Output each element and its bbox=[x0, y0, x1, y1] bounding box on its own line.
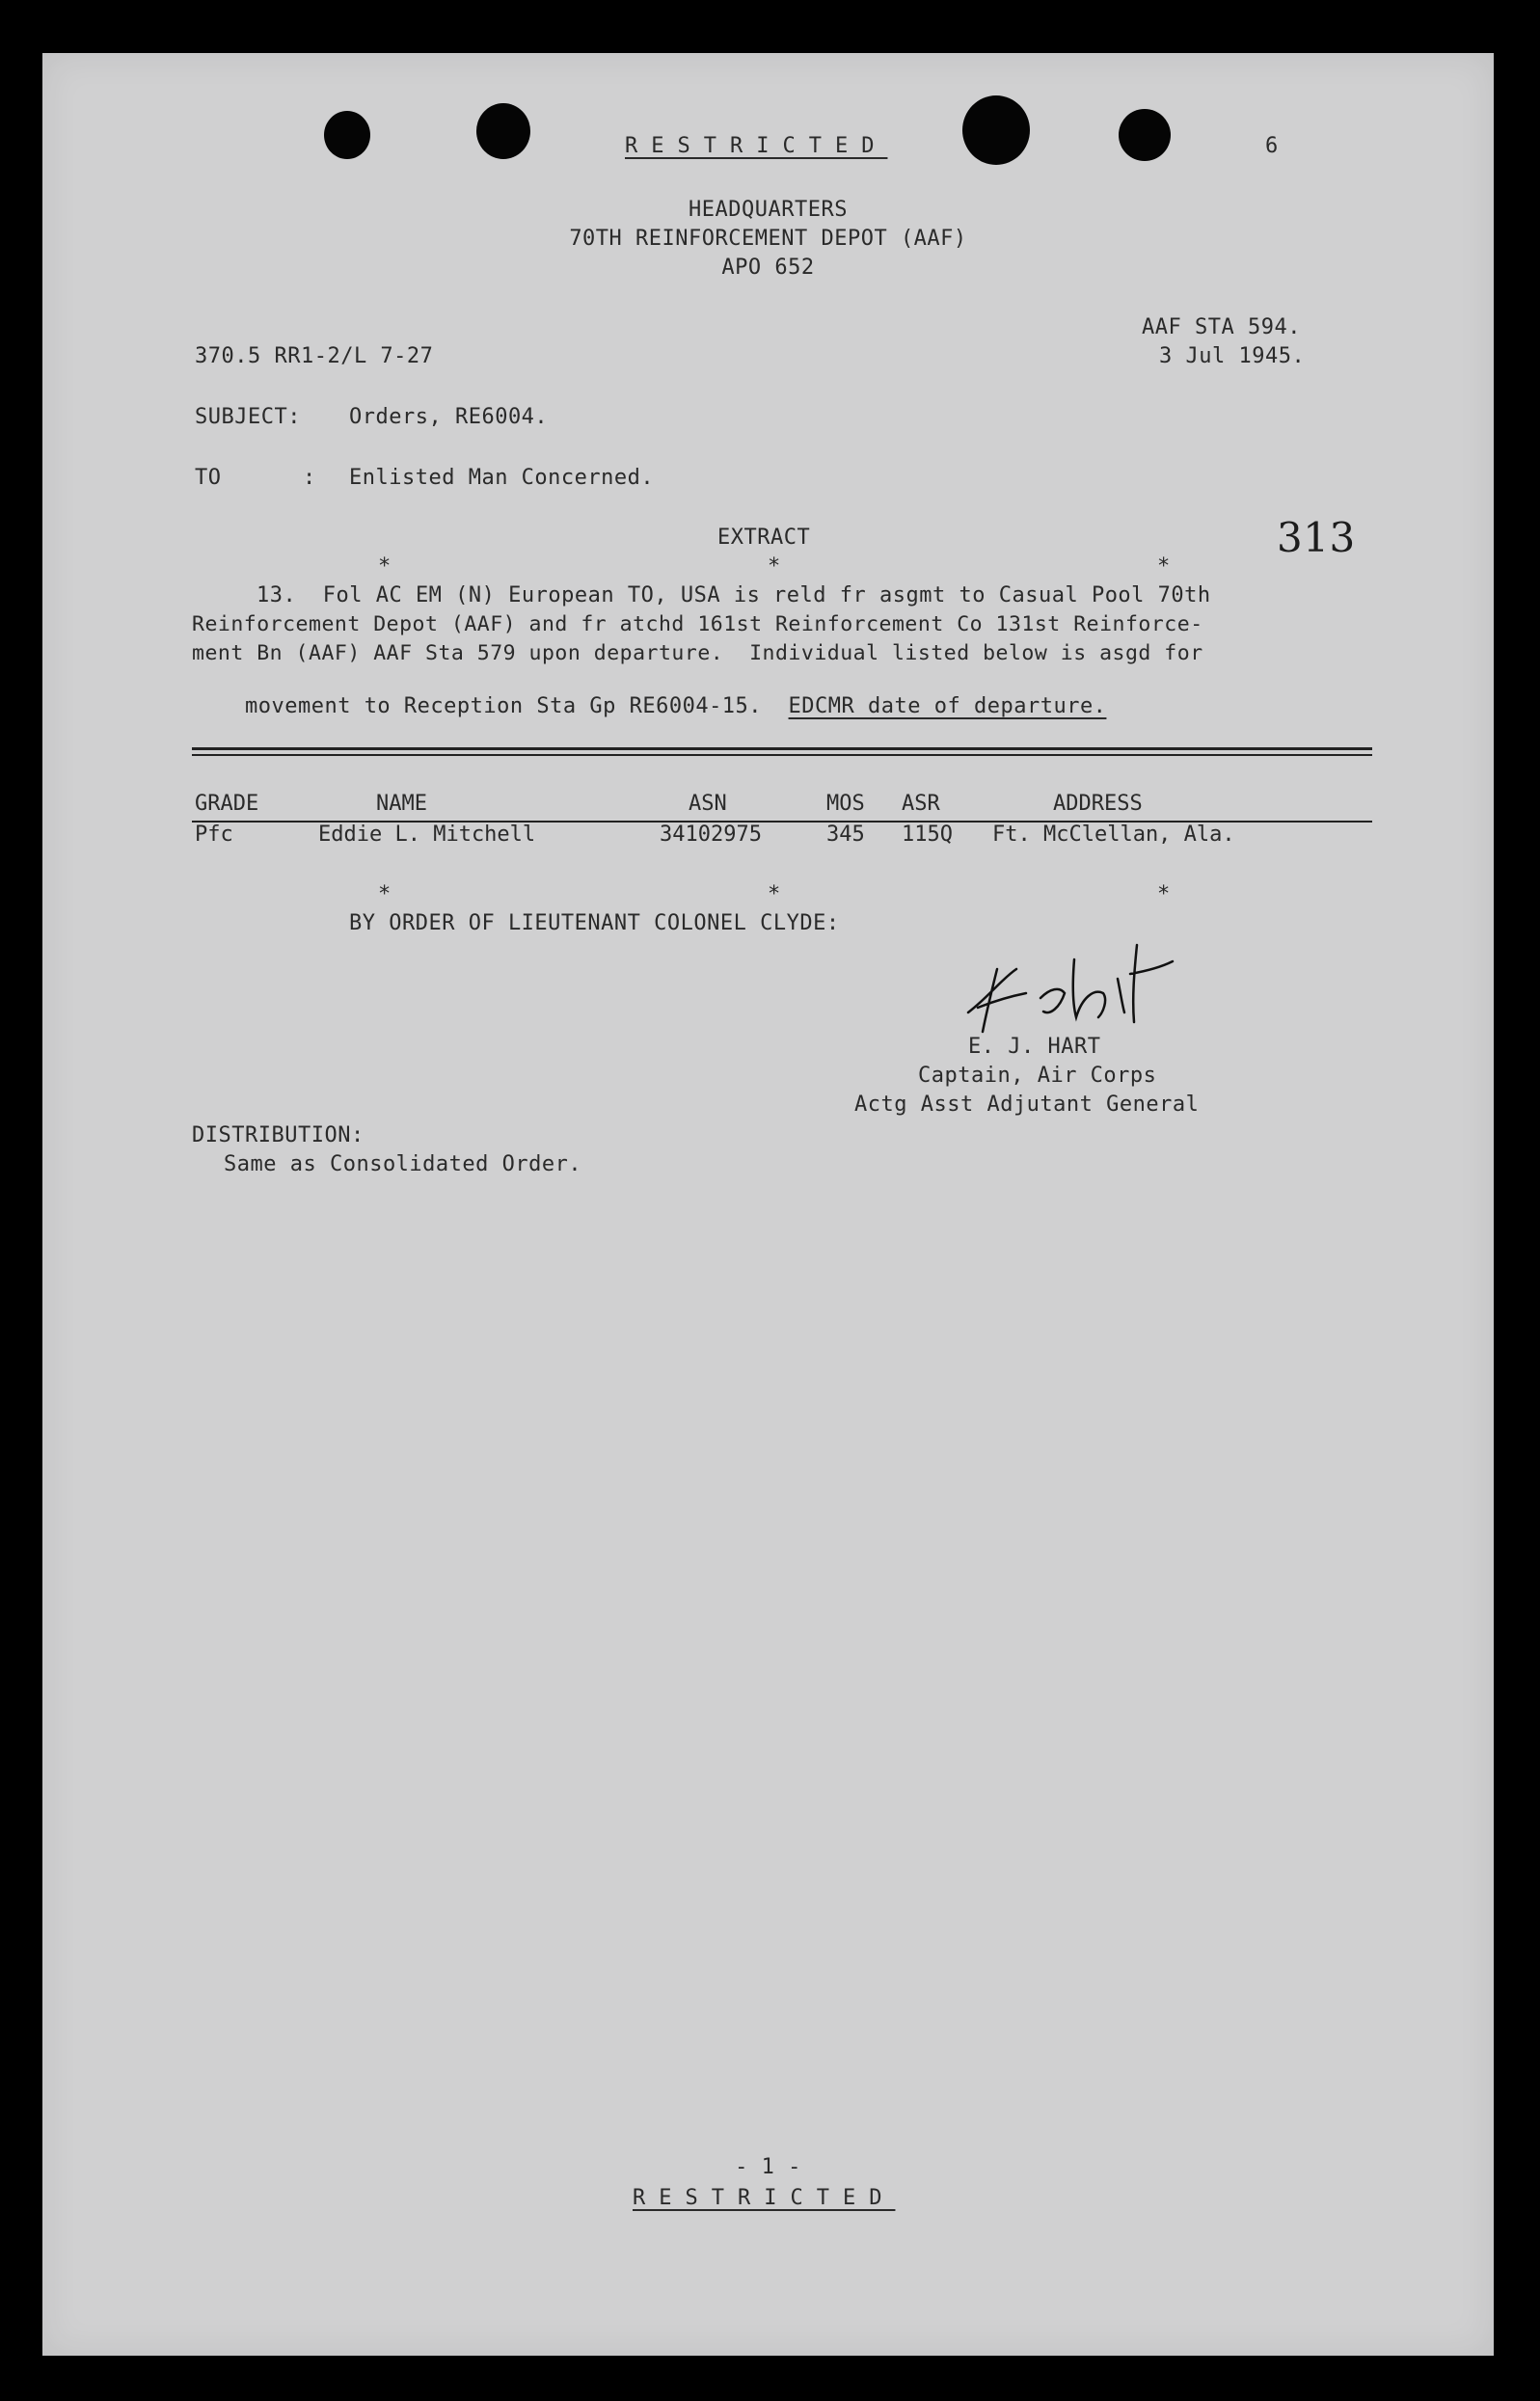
cell-mos: 345 bbox=[826, 823, 865, 847]
authority-line: BY ORDER OF LIEUTENANT COLONEL CLYDE: bbox=[349, 911, 840, 935]
asterisk: * bbox=[378, 882, 392, 906]
asterisk: * bbox=[378, 554, 392, 579]
col-asr: ASR bbox=[902, 792, 940, 816]
col-address: ADDRESS bbox=[1053, 792, 1143, 816]
asterisk: * bbox=[1157, 882, 1171, 906]
page-footer-number: - 1 - bbox=[735, 2155, 801, 2179]
col-mos: MOS bbox=[826, 792, 865, 816]
order-number: 313 bbox=[1277, 514, 1356, 561]
classification-top: RESTRICTED bbox=[625, 134, 888, 158]
asterisk: * bbox=[768, 554, 781, 579]
col-asn: ASN bbox=[689, 792, 727, 816]
body-line-4 bbox=[192, 670, 1106, 742]
body-line-1: 13. Fol AC EM (N) European TO, USA is reld fr asgmt to Casual Pool 70th bbox=[257, 583, 1211, 607]
cell-asr: 115Q bbox=[902, 823, 953, 847]
asterisk: * bbox=[768, 882, 781, 906]
punch-hole-3 bbox=[962, 95, 1030, 165]
cell-name: Eddie L. Mitchell bbox=[318, 823, 536, 847]
asterisk: * bbox=[1157, 554, 1171, 579]
cell-grade: Pfc bbox=[195, 823, 233, 847]
signatory-title: Actg Asst Adjutant General bbox=[854, 1093, 1200, 1117]
signatory-rank: Captain, Air Corps bbox=[918, 1064, 1157, 1088]
subject-label: SUBJECT: bbox=[195, 405, 301, 429]
file-number: 370.5 RR1-2/L 7-27 bbox=[195, 344, 434, 368]
page-number: 6 bbox=[1265, 134, 1279, 158]
divider-rule bbox=[192, 754, 1372, 756]
cell-asn: 34102975 bbox=[660, 823, 762, 847]
divider-rule bbox=[192, 747, 1372, 750]
punch-hole-2 bbox=[476, 103, 530, 159]
body-line-2: Reinforcement Depot (AAF) and fr atchd 161st Reinforcement Co 131st Reinforce- bbox=[192, 612, 1203, 636]
cell-address: Ft. McClellan, Ala. bbox=[992, 823, 1235, 847]
org-line-3: APO 652 bbox=[721, 256, 815, 280]
punch-hole-1 bbox=[324, 111, 370, 159]
edcmr-underlined: EDCMR date of departure. bbox=[788, 694, 1107, 718]
handwritten-signature bbox=[959, 940, 1209, 1046]
classification-bottom: RESTRICTED bbox=[633, 2186, 896, 2210]
to-value: Enlisted Man Concerned. bbox=[349, 466, 655, 490]
extract-title: EXTRACT bbox=[717, 526, 811, 550]
subject-value: Orders, RE6004. bbox=[349, 405, 549, 429]
col-grade: GRADE bbox=[195, 792, 259, 816]
to-label: TO bbox=[195, 466, 222, 490]
body-line-3: ment Bn (AAF) AAF Sta 579 upon departure. Individual listed below is asgd for bbox=[192, 641, 1203, 665]
distribution-value: Same as Consolidated Order. bbox=[224, 1152, 582, 1176]
distribution-label: DISTRIBUTION: bbox=[192, 1123, 365, 1147]
station: AAF STA 594. bbox=[1142, 315, 1301, 339]
org-line-2: 70TH REINFORCEMENT DEPOT (AAF) bbox=[569, 227, 967, 251]
order-date: 3 Jul 1945. bbox=[1159, 344, 1306, 368]
to-colon: : bbox=[303, 466, 316, 490]
org-line-1: HEADQUARTERS bbox=[689, 198, 848, 222]
signatory-name: E. J. HART bbox=[968, 1035, 1101, 1059]
col-name: NAME bbox=[376, 792, 427, 816]
document-page bbox=[42, 53, 1494, 2356]
punch-hole-4 bbox=[1119, 109, 1171, 161]
body-line-4-text: movement to Reception Sta Gp RE6004-15. bbox=[244, 694, 789, 718]
